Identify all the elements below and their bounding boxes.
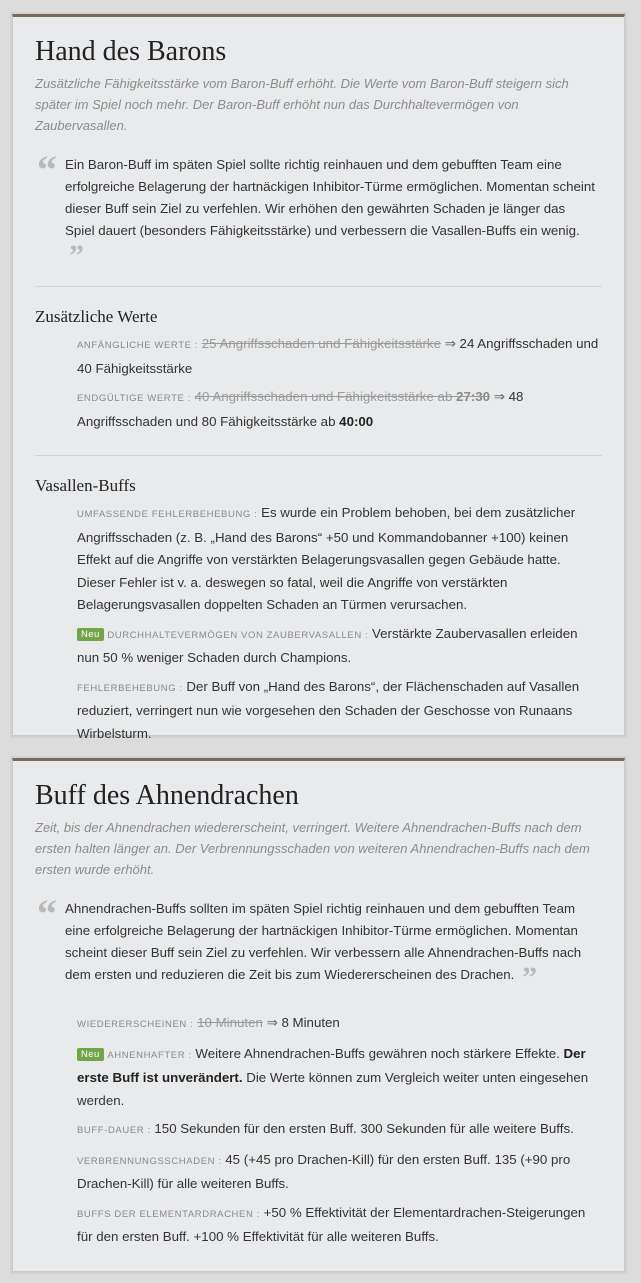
open-quote-icon: “ [37,891,57,936]
open-quote-icon: “ [37,147,57,192]
attr-elemental-buffs [77,1202,602,1249]
new-badge: Neu [77,628,104,641]
baron-title: Hand des Barons [35,36,227,67]
section-title-minion-buffs: Vasallen-Buffs [35,476,136,495]
attr-text-bold: Der erste Buff ist unverändert. [77,1045,586,1085]
attr-label: FEHLERBEHEBUNG : [77,682,183,694]
close-quote-icon: ” [522,961,538,994]
new-badge: Neu [77,1048,104,1061]
attr-caster-durability [77,623,602,670]
new-value-text: 48 Angriffsschaden und 80 Fähigkeitsstärke ab [77,389,524,429]
attr-burn-damage [77,1149,602,1196]
baron-dev-quote [37,147,602,272]
attr-final-stats [77,386,602,433]
attr-text: 150 Sekunden für den ersten Buff. 300 Sekunden für alle weitere Buffs. [154,1121,574,1136]
attr-text: Der Buff von „Hand des Barons“, der Flächenschaden auf Vasallen reduziert, verringert nun wie vorgesehen den Schaden der Geschosse von Runaans Wirbelsturm. [77,678,580,741]
attr-label: UMFASSENDE FEHLERBEHEBUNG : [77,509,258,520]
attr-ancestral [77,1043,602,1113]
attr-bugfix [77,676,602,746]
attr-buff-duration [77,1118,602,1143]
elder-dev-quote [37,891,602,994]
attr-respawn [77,1012,602,1037]
attr-label: WIEDERERSCHEINEN : [77,1019,194,1030]
attr-label: ENDGÜLTIGE WERTE : [77,393,191,404]
attr-text: +50 % Effektivität der Elementardrachen-Steigerungen für den ersten Buff. +100 % Effektivität für alle weiteren Buffs. [77,1204,586,1244]
attr-label: DURCHHALTEVERMÖGEN VON ZAUBERVASALLEN : [107,629,369,641]
attr-text: 45 (+45 pro Drachen-Kill) für den ersten Buff. 135 (+90 pro Drachen-Kill) für alle weiteren Buffs. [77,1151,571,1191]
attr-label: VERBRENNUNGSSCHADEN : [77,1155,222,1167]
divider [35,286,602,287]
section-title-additional-stats: Zusätzliche Werte [35,307,158,326]
old-value-time: 27:30 [456,389,491,404]
attr-label: BUFFS DER ELEMENTARDRACHEN : [77,1208,260,1220]
divider [35,455,602,456]
attr-label: ANFÄNGLICHE WERTE : [77,340,199,351]
arrow-icon: ⇒ [444,336,456,351]
elder-title: Buff des Ahnendrachen [35,780,299,811]
old-value: 25 Angriffsschaden und Fähigkeitsstärke [201,336,441,351]
new-value: 24 Angriffsschaden und 40 Fähigkeitsstärke [77,336,599,376]
new-value: 8 Minuten [281,1015,340,1030]
baron-card [12,14,625,741]
attr-text: Die Werte können zum Vergleich weiter unten eingesehen werden. [77,1070,589,1108]
attr-label: AHNENHAFTER : [107,1049,192,1061]
attr-text: Verstärkte Zaubervasallen erleiden nun 50 % weniger Schaden durch Champions. [77,625,578,665]
old-value-text: 40 Angriffsschaden und Fähigkeitsstärke ab [194,389,457,404]
new-value-time: 40:00 [339,413,374,429]
attr-text: Es wurde ein Problem behoben, bei dem zusätzlicher Angriffsschaden (z. B. „Hand des Barons“ +50 und Kommandobanner +100) keinen Effekt auf die Angriffe von verstärkten Belagerungsvasallen gegen Gebäude hatte. Dieser Fehler ist v. a. deswegen so fatal, weil die Angriffe von verstärkten Belagerungsvasallen doppelten Schaden an Türmen verursachen. [77,505,576,612]
old-value: 10 Minuten [197,1015,263,1030]
arrow-icon: ⇒ [266,1015,278,1030]
elder-quote-text: Ahnendrachen-Buffs sollten im späten Spiel richtig reinhauen und dem gebufften Team eine erfolgreiche Belagerung der hartnäckigen Inhibitor-Türme ermöglichen. Momentan scheint dieser Buff sein Ziel zu verfehlen. Wir verbessern alle Ahnendrachen-Buffs nach dem ersten und reduzieren die Zeit bis zum Wiedererscheinen des Drachen. [65,901,582,982]
baron-summary: Zusätzliche Fähigkeitsstärke vom Baron-Buff erhöht. Die Werte vom Baron-Buff steigern sich später im Spiel noch mehr. Der Baron-Buff erhöht nun das Durchhaltevermögen von Zaubervasallen. [35,76,569,133]
attr-label: BUFF-DAUER : [77,1125,151,1136]
arrow-icon: ⇒ [493,389,505,404]
elder-card [12,758,625,1272]
baron-quote-text: Ein Baron-Buff im späten Spiel sollte richtig reinhauen und dem gebufften Team eine erfolgreiche Belagerung der hartnäckigen Inhibitor-Türme ermöglichen. Momentan scheint dieser Buff sein Ziel zu verfehlen. Wir erhöhen den gewährten Schaden je länger das Spiel dauert (besonders Fähigkeitsstärke) und verbessern die Vasallen-Buffs ein wenig. [65,157,595,238]
close-quote-icon: ” [69,239,84,272]
attr-text: Weitere Ahnendrachen-Buffs gewähren noch stärkere Effekte. [195,1045,564,1061]
old-value [195,389,490,404]
elder-summary: Zeit, bis der Ahnendrachen wiedererscheint, verringert. Weitere Ahnendrachen-Buffs nach dem ersten halten länger an. Der Verbrennungsschaden von weiteren Ahnendrachen-Buffs nach dem ersten wurde erhöht. [35,820,590,877]
attr-initial-stats [77,333,602,380]
attr-comprehensive-fix [77,502,602,617]
